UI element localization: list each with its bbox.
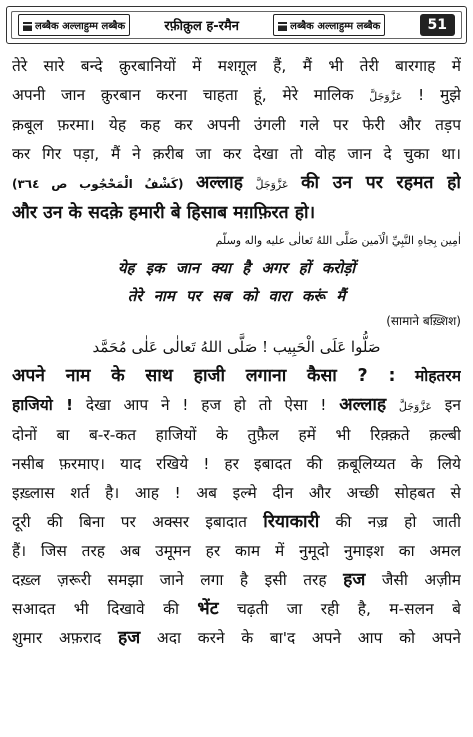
text-span: दूरी की बिना पर अक्सर इबादात: [12, 513, 247, 531]
poem-line: येह इक जान क्या है अगर हों करोड़ों: [117, 259, 356, 277]
text-span: हज: [117, 628, 141, 648]
arabic-honorific: عَزَّوَجَلَّ: [398, 400, 432, 413]
text-line: इख़्लास शर्त है। आह ! अब इल्मे दीन और अच्छी सोहबत से: [12, 484, 461, 502]
text-span: की नज़्र हो जाती: [335, 513, 461, 531]
text-line: [12, 81, 461, 111]
header-right-text: लब्बैक अल्लाहुम्म लब्बैक: [290, 21, 381, 32]
page-number: 51: [420, 14, 455, 36]
text-span: दख़्ल ज़रूरी समझा जाने लगा है इसी तरह: [12, 571, 327, 589]
header-left-text: लब्बैक अल्लाहुम्म लब्बैक: [35, 21, 126, 32]
text-span: भेंट: [197, 599, 219, 619]
header-frame: [11, 11, 462, 39]
text-line: [12, 362, 461, 391]
kaaba-icon: [278, 20, 287, 31]
source-reference: (كَشْفُ الْمَحْجُوب ص ٣٦٤): [12, 177, 184, 191]
page-header: [6, 6, 467, 44]
text-span: हज: [343, 570, 366, 590]
arabic-honorific: عَزَّوَجَلَّ: [369, 90, 403, 103]
text-span: की उन पर रहमत हो: [301, 173, 461, 193]
text-line: [12, 624, 461, 653]
arabic-honorific: عَزَّوَجَلَّ: [255, 178, 289, 191]
text-line: [12, 391, 461, 421]
text-line: तेरे सारे बन्दे क़ुरबानियों में मशग़ूल हैं, मैं भी तेरी बारगाह में: [12, 57, 461, 75]
text-line: [12, 595, 461, 624]
header-label-right: [273, 14, 385, 36]
text-line: दोनों बा ब-र-कत हाजियों के तुफ़ैल हमें भी रिक़्क़ते क़ल्बी: [12, 426, 461, 444]
section-heading: अपने नाम के साथ हाजी लगाना कैसा ? :: [12, 366, 396, 386]
text-line: कर गिर पड़ा, मैं ने क़रीब जा कर देखा तो वोह जान दे चुका था।: [12, 145, 461, 163]
text-line: और उन के सदक़े हमारी बे हिसाब मग़फ़िरत हो।: [12, 203, 316, 223]
poem-source: (सामाने बख़्शिश): [386, 314, 461, 328]
text-span: इन: [444, 396, 461, 414]
header-label-left: [18, 14, 130, 36]
text-line: [12, 566, 461, 595]
dua-arabic: اٰمِين بِجاهِ النَّبِيِّ الْاَمين صَلَّى اللهُ تَعالٰى عليه واله وسلّم: [215, 234, 461, 247]
text-span: सआदत भी दिखावे की: [12, 600, 179, 618]
durood-line: صَلُّوا عَلَى الْحَبِيب ! صَلَّى اللهُ تَعالٰى عَلٰى مُحَمَّد: [92, 338, 381, 356]
text-span: चढ़ती जा रही है, म-सलन बे: [236, 600, 461, 618]
text-span: शुमार अफ़राद: [12, 629, 102, 647]
text-span: ! मुझे: [418, 86, 461, 104]
text-span: अपनी जान क़ुरबान करना चाहता हूं, मेरे मालिक: [12, 86, 354, 104]
allah-word: अल्लाह: [339, 395, 387, 415]
book-title: रफ़ीक़ुल ह-रमैन: [164, 19, 239, 34]
text-span: अदा करने के बा'द अपने आप को अपने: [156, 629, 461, 647]
text-span: मोहतरम: [415, 367, 461, 385]
poem-line: तेरे नाम पर सब को वारा करूं मैं: [127, 287, 346, 305]
text-line: [12, 508, 461, 537]
text-line: क़बूल फ़रमा। येह कह कर अपनी उंगली गले पर फेरी और तड़प: [12, 116, 461, 134]
text-span: हाजियो !: [12, 396, 74, 414]
text-span: देखा आप ने ! हज हो तो ऐसा !: [85, 396, 327, 414]
allah-word: अल्लाह: [196, 173, 243, 193]
text-span: जैसी अज़ीम: [381, 571, 461, 589]
text-span: रियाकारी: [263, 512, 320, 532]
kaaba-icon: [23, 20, 32, 31]
text-line: [12, 169, 461, 199]
text-line: नसीब फ़रमाए। याद रखिये ! हर इबादत की क़बूलिय्यत के लिये: [12, 455, 461, 473]
page-content: [12, 52, 461, 653]
text-line: हैं। जिस तरह अब उमूमन हर काम में नुमूदो नुमाइश का अमल: [12, 542, 461, 560]
